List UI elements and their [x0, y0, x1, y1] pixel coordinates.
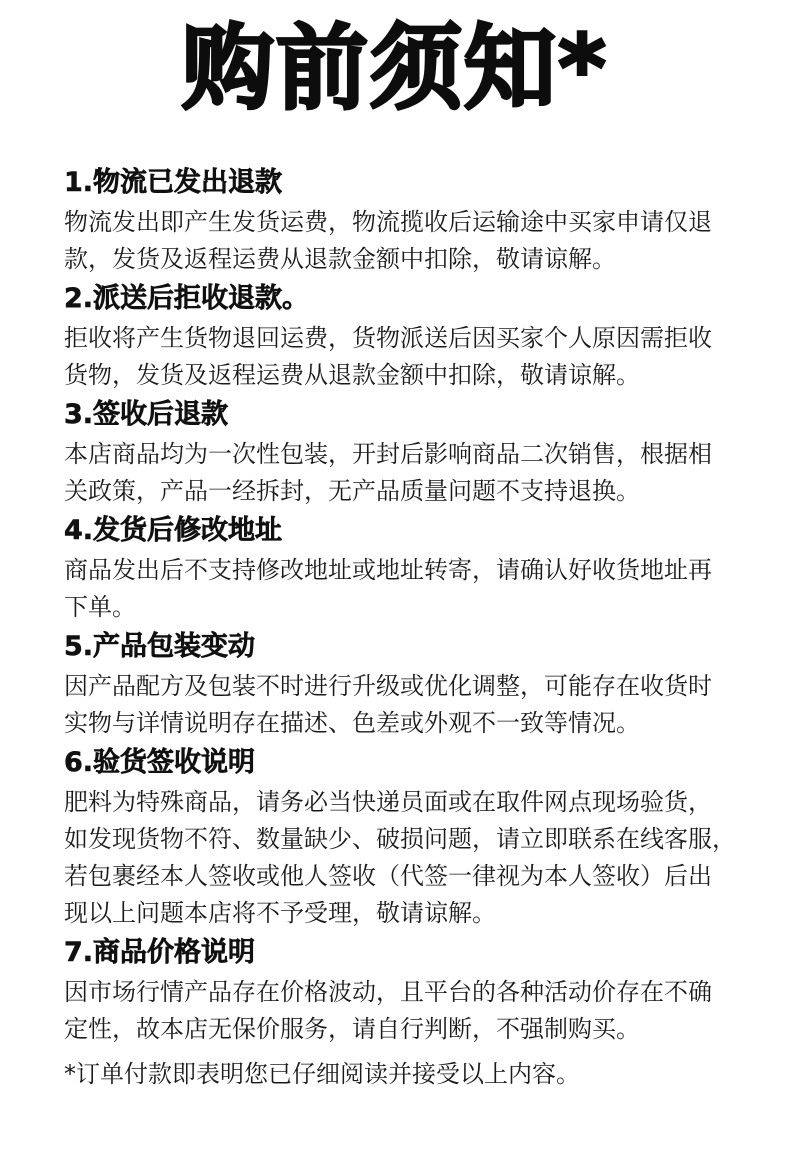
section-heading: 6.验货签收说明	[64, 747, 256, 778]
section-heading: 3.签收后退款	[64, 399, 229, 430]
section-heading: 2.派送后拒收退款。	[64, 283, 310, 314]
notice-section-6	[64, 742, 754, 932]
section-text-line: 因产品配方及包装不时进行升级或优化调整，可能存在收货时	[64, 672, 712, 700]
section-text-line: 物流发出即产生发货运费，物流揽收后运输途中买家申请仅退	[64, 208, 712, 236]
section-text-line: 因市场行情产品存在价格波动，且平台的各种活动价存在不确	[64, 978, 712, 1006]
notice-section-5	[64, 626, 754, 742]
section-text-line: 关政策，产品一经拆封，无产品质量问题不支持退换。	[64, 477, 640, 505]
section-text-line: 如发现货物不符、数量缺少、破损问题，请立即联系在线客服，	[64, 825, 736, 853]
section-heading: 5.产品包装变动	[64, 631, 256, 662]
section-text-line: 下单。	[64, 593, 136, 621]
section-text-line: 商品发出后不支持修改地址或地址转寄，请确认好收货地址再	[64, 556, 712, 584]
section-text-line: 本店商品均为一次性包装，开封后影响商品二次销售，根据相	[64, 440, 712, 468]
section-heading: 7.商品价格说明	[64, 937, 256, 968]
notice-section-7	[64, 932, 754, 1048]
section-text-line: 现以上问题本店将不予受理，敬请谅解。	[64, 899, 496, 927]
page-title: 购前须知*	[181, 15, 609, 122]
section-heading: 1.物流已发出退款	[64, 167, 283, 198]
notice-section-4	[64, 510, 754, 626]
section-text-line: 拒收将产生货物退回运费，货物派送后因买家个人原因需拒收	[64, 324, 712, 352]
notice-section-3	[64, 394, 754, 510]
section-heading: 4.发货后修改地址	[64, 515, 283, 546]
section-text-line: 若包裹经本人签收或他人签收（代签一律视为本人签收）后出	[64, 862, 712, 890]
section-text-line: 货物，发货及返程运费从退款金额中扣除，敬请谅解。	[64, 361, 640, 389]
notice-section-1	[64, 162, 754, 278]
section-text-line: 实物与详情说明存在描述、色差或外观不一致等情况。	[64, 709, 640, 737]
notice-sections	[64, 162, 754, 1048]
notice-section-2	[64, 278, 754, 394]
section-text-line: 定性，故本店无保价服务，请自行判断，不强制购买。	[64, 1015, 640, 1043]
footer-note: *订单付款即表明您已仔细阅读并接受以上内容。	[64, 1060, 580, 1088]
section-text-line: 肥料为特殊商品，请务必当快递员面或在取件网点现场验货，	[64, 788, 712, 816]
section-text-line: 款，发货及返程运费从退款金额中扣除，敬请谅解。	[64, 245, 616, 273]
